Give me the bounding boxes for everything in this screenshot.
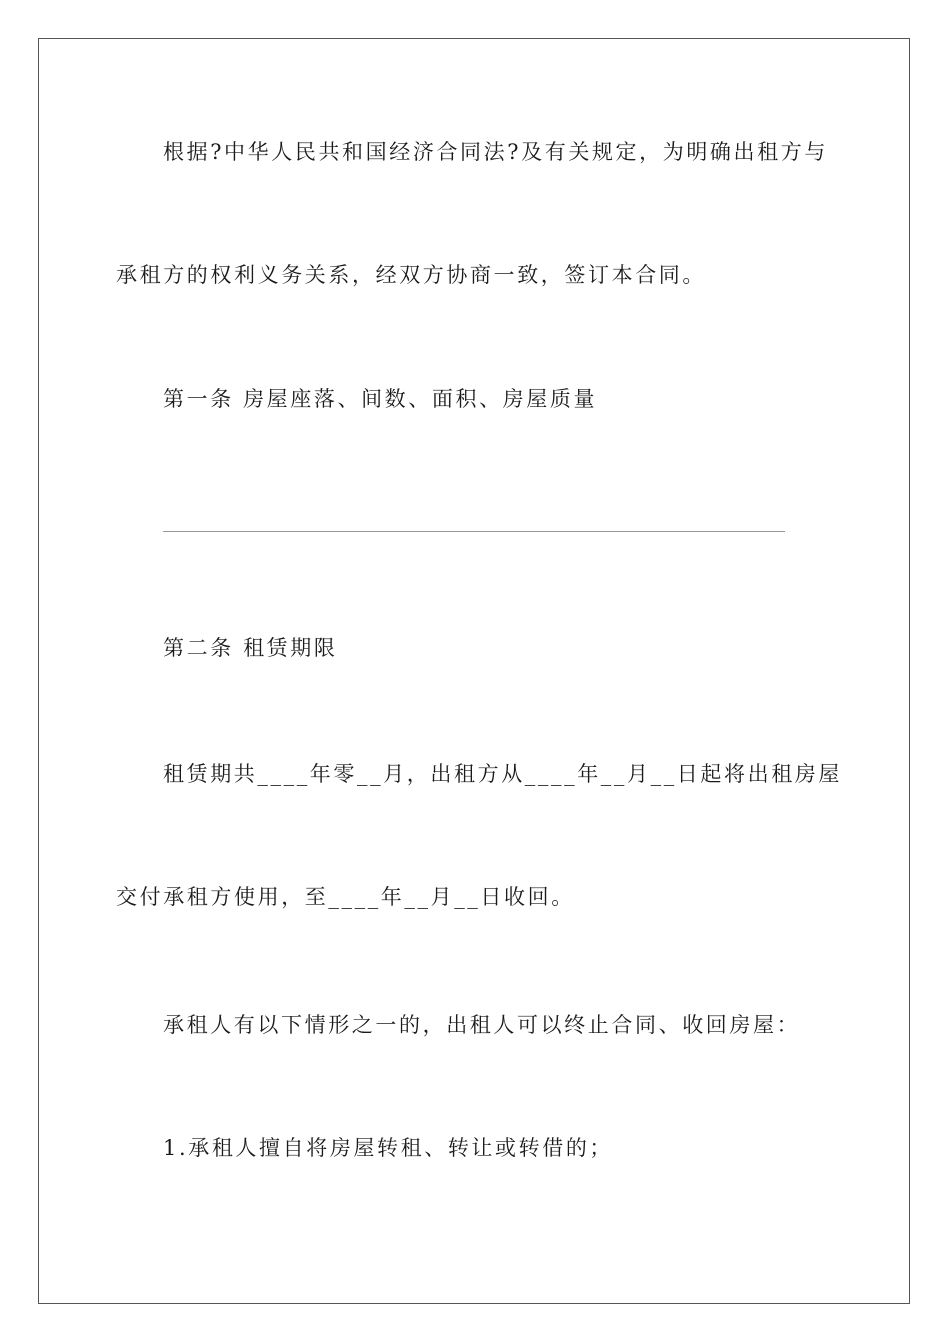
article-1-fill-line: [163, 531, 785, 532]
preamble-line-2: 承租方的权利义务关系，经双方协商一致，签订本合同。: [116, 263, 706, 287]
lease-term-line-1: 租赁期共____年零__月，出租方从____年__月__日起将出租房屋: [163, 762, 842, 786]
article-1-heading: 第一条 房屋座落、间数、面积、房屋质量: [163, 387, 598, 411]
preamble-line-1: 根据?中华人民共和国经济合同法?及有关规定，为明确出租方与: [163, 140, 828, 164]
termination-item-1: 1.承租人擅自将房屋转租、转让或转借的；: [163, 1136, 614, 1160]
page-border: [38, 38, 910, 1304]
lease-term-line-2: 交付承租方使用，至____年__月__日收回。: [116, 885, 575, 909]
termination-intro: 承租人有以下情形之一的，出租人可以终止合同、收回房屋：: [163, 1013, 801, 1037]
article-2-heading: 第二条 租赁期限: [163, 636, 338, 660]
